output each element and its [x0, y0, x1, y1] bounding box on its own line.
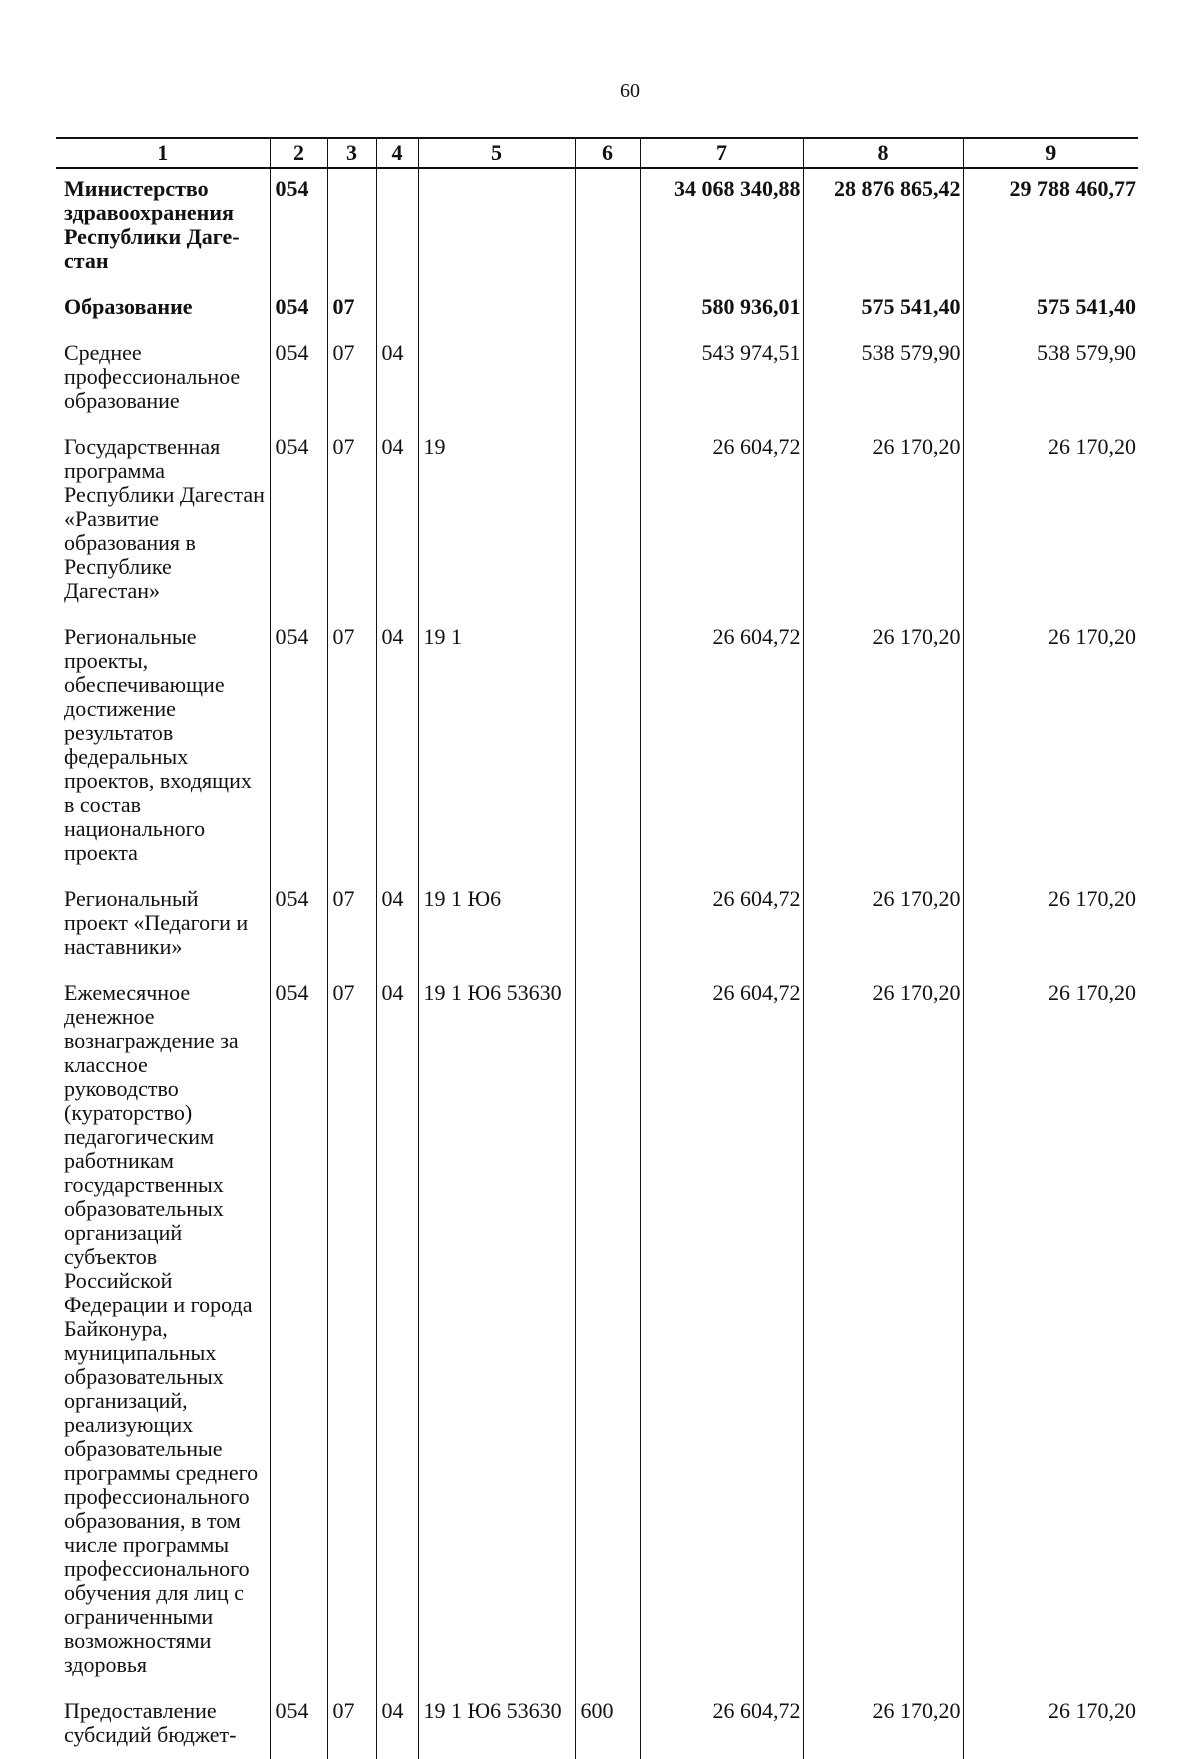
table-body: [56, 168, 1138, 1759]
section-code-cell: 054: [270, 427, 327, 617]
expense-type-cell: [575, 427, 640, 617]
subsection-code-cell: 04: [376, 617, 418, 879]
expense-type-cell: [575, 333, 640, 427]
subsection-code-cell: 07: [327, 617, 376, 879]
expense-type-cell: [575, 287, 640, 333]
subsection-code-cell: 07: [327, 973, 376, 1691]
expense-type-cell: [575, 617, 640, 879]
row-name-cell: Государственная программа Республики Дагестан «Развитие образования в Республике Дагестан»: [64, 434, 265, 603]
amount-cell: 26 170,20: [963, 973, 1138, 1691]
row-name-cell: Среднее профессиональное образование: [64, 340, 241, 413]
section-code-cell: 054: [270, 287, 327, 333]
target-article-cell: 19 1 Ю6 53630: [418, 973, 575, 1691]
amount-cell: 28 876 865,42: [803, 168, 963, 287]
section-code-cell: 054: [270, 617, 327, 879]
section-code-cell: 054: [270, 973, 327, 1691]
amount-cell: 26 170,20: [803, 879, 963, 973]
subsection-code-cell: 04: [376, 333, 418, 427]
amount-cell: 538 579,90: [803, 333, 963, 427]
target-article-cell: [418, 287, 575, 333]
section-code-cell: 054: [270, 168, 327, 287]
table-row: [56, 427, 1138, 617]
amount-cell: 26 170,20: [803, 973, 963, 1691]
target-article-cell: [418, 168, 575, 287]
subsection-code-cell: [327, 168, 376, 287]
amount-cell: 543 974,51: [640, 333, 803, 427]
subsection-code-cell: 07: [327, 427, 376, 617]
row-name-cell: Министерство здравоохранения Республики Даге-стан: [64, 176, 240, 273]
table-row: [56, 973, 1138, 1691]
subsection-code-cell: 07: [327, 287, 376, 333]
row-name-cell: Региональные проекты, обеспечивающие достижение результатов федеральных проектов, входящих в состав национального проекта: [64, 624, 252, 865]
table-row: [56, 168, 1138, 287]
table-row: [56, 287, 1138, 333]
target-article-cell: 19 1: [418, 617, 575, 879]
column-header: 7: [640, 138, 803, 168]
table-row: [56, 617, 1138, 879]
column-header: 6: [575, 138, 640, 168]
subsection-code-cell: 04: [376, 427, 418, 617]
column-header: 9: [963, 138, 1138, 168]
row-name-cell: Региональный проект «Педагоги и наставники»: [64, 886, 249, 959]
amount-cell: 26 604,72: [640, 1691, 803, 1759]
table-header-row: [56, 138, 1138, 168]
amount-cell: 26 170,20: [963, 617, 1138, 879]
amount-cell: 29 788 460,77: [963, 168, 1138, 287]
column-header: 5: [418, 138, 575, 168]
budget-table: [56, 137, 1138, 1759]
column-header: 4: [376, 138, 418, 168]
expense-type-cell: [575, 879, 640, 973]
target-article-cell: [418, 333, 575, 427]
amount-cell: 26 170,20: [803, 427, 963, 617]
subsection-code-cell: 07: [327, 1691, 376, 1759]
column-header: 1: [56, 138, 270, 168]
amount-cell: 26 170,20: [803, 1691, 963, 1759]
row-name-cell: Предоставление субсидий бюджет-: [64, 1698, 237, 1747]
target-article-cell: 19 1 Ю6: [418, 879, 575, 973]
column-header: 8: [803, 138, 963, 168]
table-row: [56, 1691, 1138, 1759]
amount-cell: 575 541,40: [963, 287, 1138, 333]
subsection-code-cell: 07: [327, 333, 376, 427]
row-name-cell: Ежемесячное денежное вознаграждение за классное руководство (кураторство) педагогическим работникам государственных образовательных организаций субъектов Российской Федерации и города Байконура, муниципальных образовательных организаций, реализующих образовательные программы среднего профессионального образования, в том числе программы профессионального обучения для лиц с ограниченными возможностями здоровья: [64, 980, 259, 1677]
section-code-cell: 054: [270, 333, 327, 427]
target-article-cell: 19: [418, 427, 575, 617]
section-code-cell: 054: [270, 1691, 327, 1759]
subsection-code-cell: [376, 168, 418, 287]
amount-cell: 538 579,90: [963, 333, 1138, 427]
amount-cell: 34 068 340,88: [640, 168, 803, 287]
section-code-cell: 054: [270, 879, 327, 973]
target-article-cell: 19 1 Ю6 53630: [418, 1691, 575, 1759]
amount-cell: 26 604,72: [640, 879, 803, 973]
expense-type-cell: 600: [575, 1691, 640, 1759]
row-name-cell: Образование: [64, 294, 193, 319]
table-row: [56, 333, 1138, 427]
subsection-code-cell: 07: [327, 879, 376, 973]
amount-cell: 26 604,72: [640, 973, 803, 1691]
amount-cell: 26 170,20: [963, 427, 1138, 617]
amount-cell: 26 604,72: [640, 617, 803, 879]
table-row: [56, 879, 1138, 973]
amount-cell: 26 170,20: [803, 617, 963, 879]
amount-cell: 26 170,20: [963, 1691, 1138, 1759]
amount-cell: 26 604,72: [640, 427, 803, 617]
column-header: 3: [327, 138, 376, 168]
amount-cell: 580 936,01: [640, 287, 803, 333]
column-header: 2: [270, 138, 327, 168]
subsection-code-cell: 04: [376, 1691, 418, 1759]
subsection-code-cell: 04: [376, 973, 418, 1691]
subsection-code-cell: 04: [376, 879, 418, 973]
expense-type-cell: [575, 168, 640, 287]
expense-type-cell: [575, 973, 640, 1691]
amount-cell: 26 170,20: [963, 879, 1138, 973]
subsection-code-cell: [376, 287, 418, 333]
page-number: 60: [620, 80, 640, 102]
amount-cell: 575 541,40: [803, 287, 963, 333]
